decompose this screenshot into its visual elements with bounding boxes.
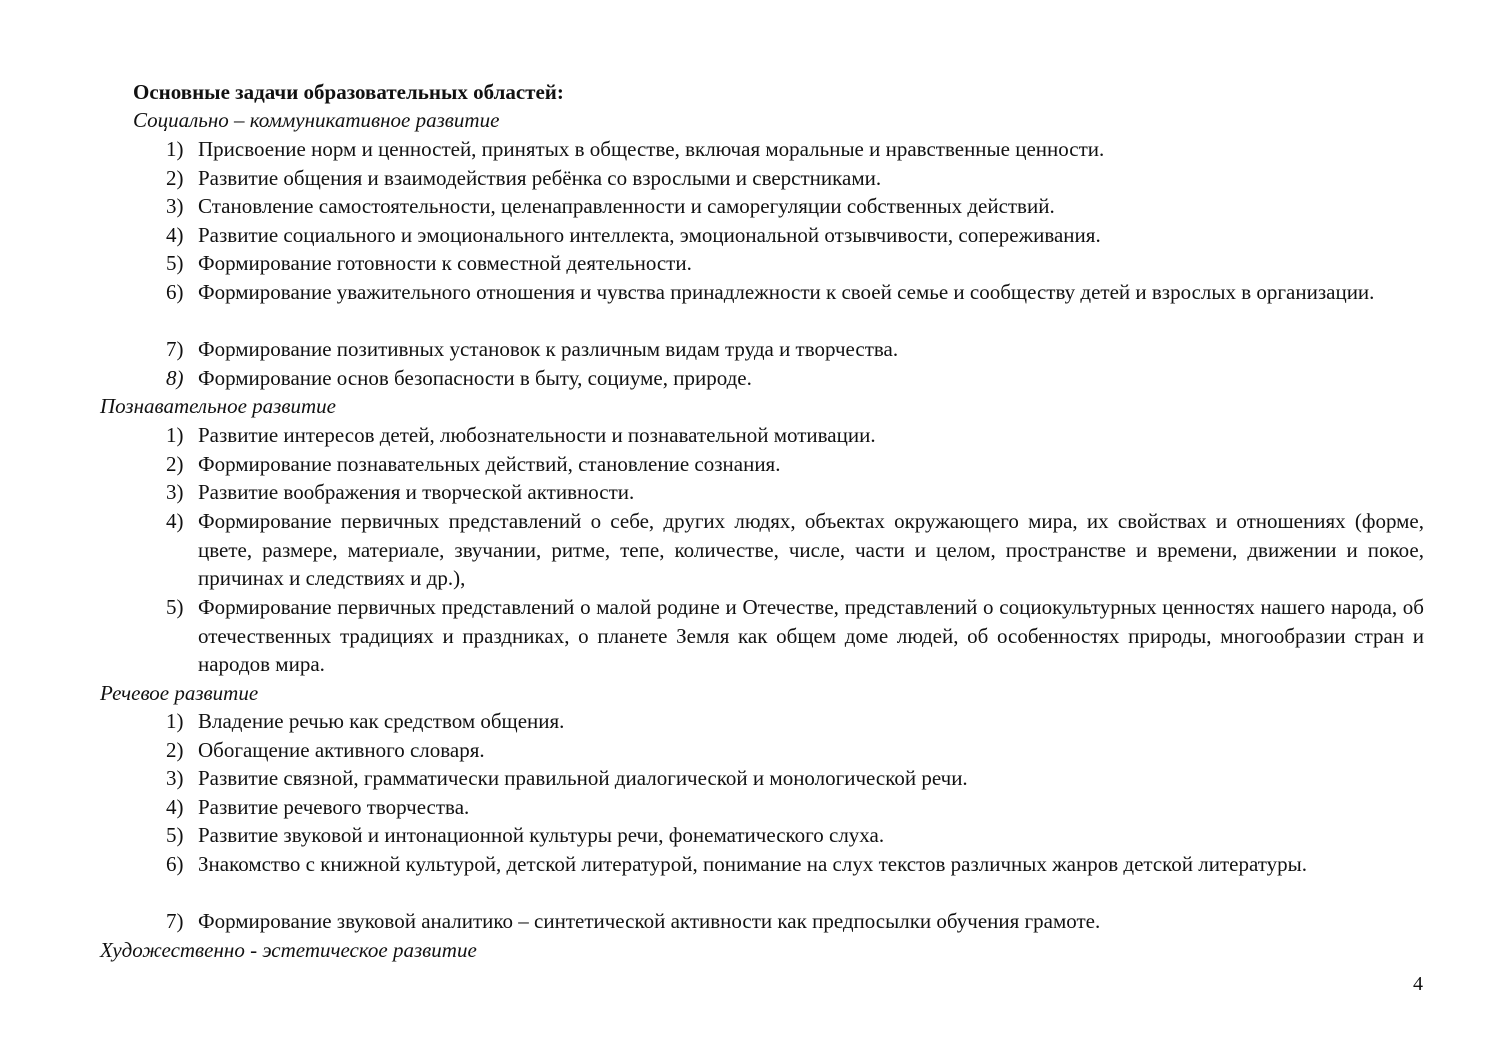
item-text: Развитие связной, грамматически правильной диалогической и монологической речи. bbox=[198, 766, 968, 790]
item-number: 2) bbox=[166, 452, 184, 476]
list-item bbox=[166, 593, 1424, 679]
item-text: Развитие социального и эмоционального интеллекта, эмоциональной отзывчивости, сопереживания. bbox=[198, 223, 1101, 247]
item-text: Формирование основ безопасности в быту, социуме, природе. bbox=[198, 366, 752, 390]
list-item bbox=[166, 707, 1424, 736]
list-item bbox=[166, 478, 1424, 507]
item-number: 4) bbox=[166, 795, 184, 819]
list-item bbox=[166, 907, 1424, 936]
item-number: 5) bbox=[166, 595, 184, 619]
item-number: 4) bbox=[166, 223, 184, 247]
item-text: Формирование познавательных действий, становление сознания. bbox=[198, 452, 781, 476]
item-number: 2) bbox=[166, 166, 184, 190]
item-text: Обогащение активного словаря. bbox=[198, 738, 485, 762]
list-item bbox=[166, 249, 1424, 278]
section-title-speech: Речевое развитие bbox=[100, 681, 259, 705]
item-number: 8) bbox=[166, 366, 184, 390]
list-item bbox=[166, 736, 1424, 765]
item-number: 7) bbox=[166, 909, 184, 933]
item-number: 4) bbox=[166, 509, 184, 533]
item-text: Становление самостоятельности, целенаправленности и саморегуляции собственных действий. bbox=[198, 194, 1055, 218]
list-item bbox=[166, 421, 1424, 450]
item-text: Формирование уважительного отношения и чувства принадлежности к своей семье и сообществу детей и взрослых в организации. bbox=[198, 280, 1375, 304]
item-text: Развитие звуковой и интонационной культуры речи, фонематического слуха. bbox=[198, 823, 885, 847]
item-number: 1) bbox=[166, 423, 184, 447]
list-item bbox=[166, 821, 1424, 850]
item-text: Развитие интересов детей, любознательности и познавательной мотивации. bbox=[198, 423, 876, 447]
list-item bbox=[166, 335, 1424, 364]
item-number: 6) bbox=[166, 280, 184, 304]
list-item bbox=[166, 764, 1424, 793]
section-title-art: Художественно - эстетическое развитие bbox=[100, 938, 477, 962]
item-number: 2) bbox=[166, 738, 184, 762]
item-text: Формирование звуковой аналитико – синтетической активности как предпосылки обучения грамоте. bbox=[198, 909, 1101, 933]
item-text: Владение речью как средством общения. bbox=[198, 709, 565, 733]
item-text: Знакомство с книжной культурой, детской литературой, понимание на слух текстов различных жанров детской литературы. bbox=[198, 852, 1308, 876]
item-number: 6) bbox=[166, 852, 184, 876]
list-item bbox=[166, 221, 1424, 250]
item-text: Формирование первичных представлений о малой родине и Отечестве, представлений о социокультурных ценностях нашего народа, об отечественных традициях и праздниках, о планете Земля как общем доме людей, об особенностях природы, многообразии стран и народов мира. bbox=[198, 595, 1424, 677]
item-number: 3) bbox=[166, 766, 184, 790]
item-text: Формирование первичных представлений о себе, других людях, объектах окружающего мира, их свойствах и отношениях (форме, цвете, размере, материале, звучании, ритме, тепе, количестве, числе, части и целом, пространстве и времени, движении и покое, причинах и следствиях и др.), bbox=[198, 509, 1424, 591]
item-text: Развитие общения и взаимодействия ребёнка со взрослыми и сверстниками. bbox=[198, 166, 882, 190]
list-item bbox=[166, 192, 1424, 221]
item-text: Развитие речевого творчества. bbox=[198, 795, 470, 819]
list-item bbox=[166, 850, 1424, 879]
item-number: 3) bbox=[166, 194, 184, 218]
item-number: 5) bbox=[166, 823, 184, 847]
item-number: 7) bbox=[166, 337, 184, 361]
item-number: 1) bbox=[166, 137, 184, 161]
list-item bbox=[166, 164, 1424, 193]
page-heading: Основные задачи образовательных областей: bbox=[133, 80, 564, 104]
list-item bbox=[166, 450, 1424, 479]
item-text: Развитие воображения и творческой активности. bbox=[198, 480, 635, 504]
item-text: Присвоение норм и ценностей, принятых в обществе, включая моральные и нравственные ценности. bbox=[198, 137, 1105, 161]
section-title-social: Социально – коммуникативное развитие bbox=[133, 108, 500, 132]
item-text: Формирование готовности к совместной деятельности. bbox=[198, 251, 692, 275]
page-number: 4 bbox=[1413, 973, 1423, 995]
list-item bbox=[166, 278, 1424, 307]
section-title-cognitive: Познавательное развитие bbox=[100, 394, 336, 418]
list-item bbox=[166, 364, 1424, 393]
list-item bbox=[166, 793, 1424, 822]
item-number: 3) bbox=[166, 480, 184, 504]
item-number: 5) bbox=[166, 251, 184, 275]
list-item bbox=[166, 135, 1424, 164]
item-number: 1) bbox=[166, 709, 184, 733]
item-text: Формирование позитивных установок к различным видам труда и творчества. bbox=[198, 337, 899, 361]
list-item bbox=[166, 507, 1424, 593]
